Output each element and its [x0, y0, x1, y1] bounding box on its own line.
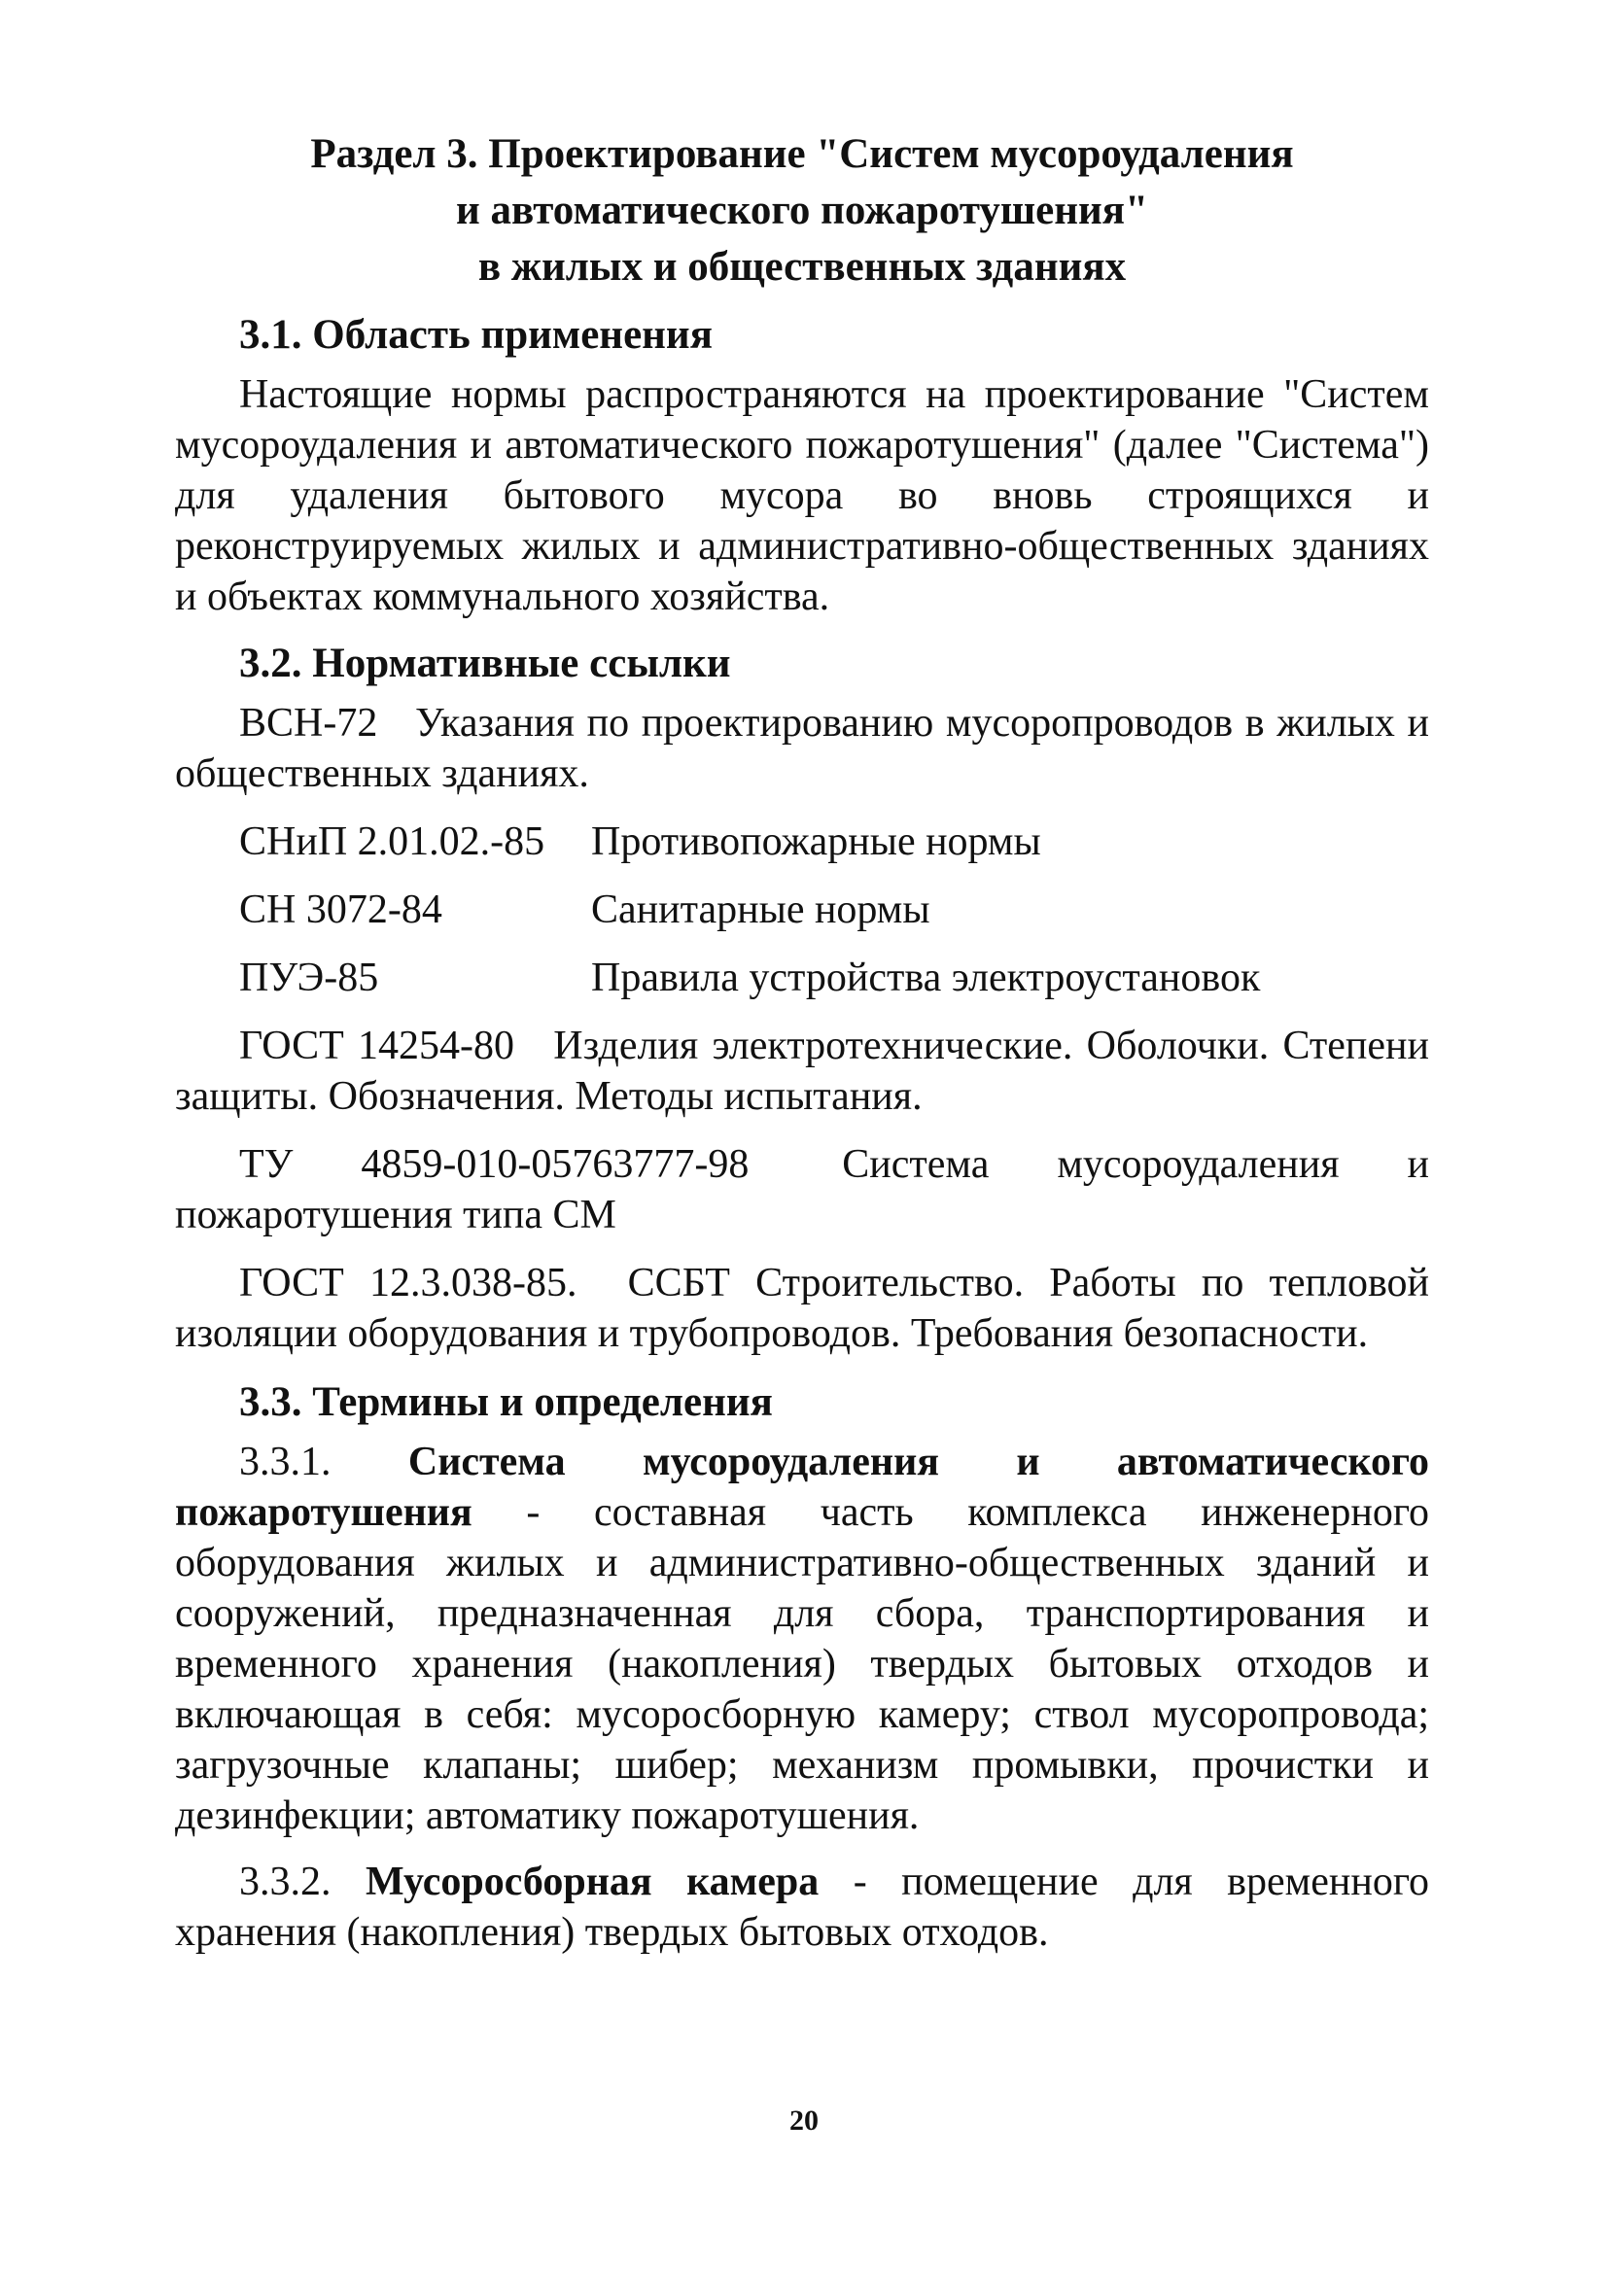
reference-item [175, 1021, 1429, 1122]
definition-term: Система мусороудаления и автоматического пожаротушения [175, 1440, 1430, 1535]
reference-text: Санитарные нормы [591, 887, 930, 932]
page-title [175, 126, 1429, 296]
definition-text: - составная часть комплекса инженерного оборудования жилых и административно-общественных зданий и сооружений, предназначенная для сбора, транспортирования и временного хранения (накопления) твердых бытовых отходов и включающая в себя: мусоросборную камеру; ствол мусоропровода; загрузочные клапаны; шибер; механизм промывки, прочистки и дезинфекции; автоматику пожаротушения. [175, 1490, 1429, 1838]
section-3-2-heading: 3.2. Нормативные ссылки [239, 641, 731, 686]
definition-text: - помещение для временного хранения (накопления) твердых бытовых отходов. [175, 1860, 1430, 1955]
page-number: 20 [789, 2105, 819, 2137]
reference-text: Изделия электротехнические. Оболочки. Степени защиты. Обозначения. Методы испытания. [175, 1024, 1430, 1119]
reference-code: ТУ 4859-010-05763777-98 [239, 1142, 750, 1187]
reference-item [175, 1139, 1429, 1240]
reference-text: Противопожарные нормы [591, 819, 1041, 864]
reference-code: ПУЭ-85 [239, 956, 379, 1000]
section-3-1-text: Настоящие нормы распространяются на проектирование "Систем мусороудаления и автоматического пожаротушения" (далее "Система") для удаления бытового мусора во вновь строящихся и реконструируемых жилых и административно-общественных зданиях и объектах коммунального хозяйства. [175, 372, 1429, 619]
section-3-1-heading: 3.1. Область применения [239, 312, 713, 358]
reference-code: СН 3072-84 [239, 887, 442, 932]
reference-text: ССБТ Строительство. Работы по тепловой изоляции оборудования и трубопроводов. Требования безопасности. [175, 1261, 1430, 1356]
definition-number: 3.3.1. [239, 1440, 332, 1484]
title-line-2: и автоматического пожаротушения" [456, 188, 1148, 233]
title-line-1: Раздел 3. Проектирование "Систем мусороудаления [310, 131, 1294, 177]
reference-code: ГОСТ 12.3.038-85. [239, 1261, 577, 1305]
reference-code: ВСН-72 [239, 701, 378, 746]
reference-item [175, 817, 1429, 867]
reference-code: ГОСТ 14254-80 [239, 1024, 515, 1068]
reference-text: Указания по проектированию мусоропроводов в жилых и общественных зданиях. [175, 701, 1430, 796]
section-3-3-heading: 3.3. Термины и определения [239, 1379, 773, 1425]
definition-term: Мусоросборная камера [365, 1860, 820, 1904]
definition-item [175, 1437, 1429, 1841]
title-line-3: в жилых и общественных зданиях [477, 244, 1127, 290]
document-page [175, 126, 1429, 1973]
reference-text: Система мусороудаления и пожаротушения типа СМ [175, 1142, 1429, 1237]
reference-item [175, 1258, 1429, 1359]
reference-item [175, 885, 1429, 935]
reference-item [175, 953, 1429, 1003]
reference-text: Правила устройства электроустановок [591, 956, 1261, 1000]
definition-number: 3.3.2. [239, 1860, 332, 1904]
reference-code: СНиП 2.01.02.-85 [239, 819, 545, 864]
reference-item [175, 698, 1429, 799]
definition-item [175, 1857, 1429, 1958]
